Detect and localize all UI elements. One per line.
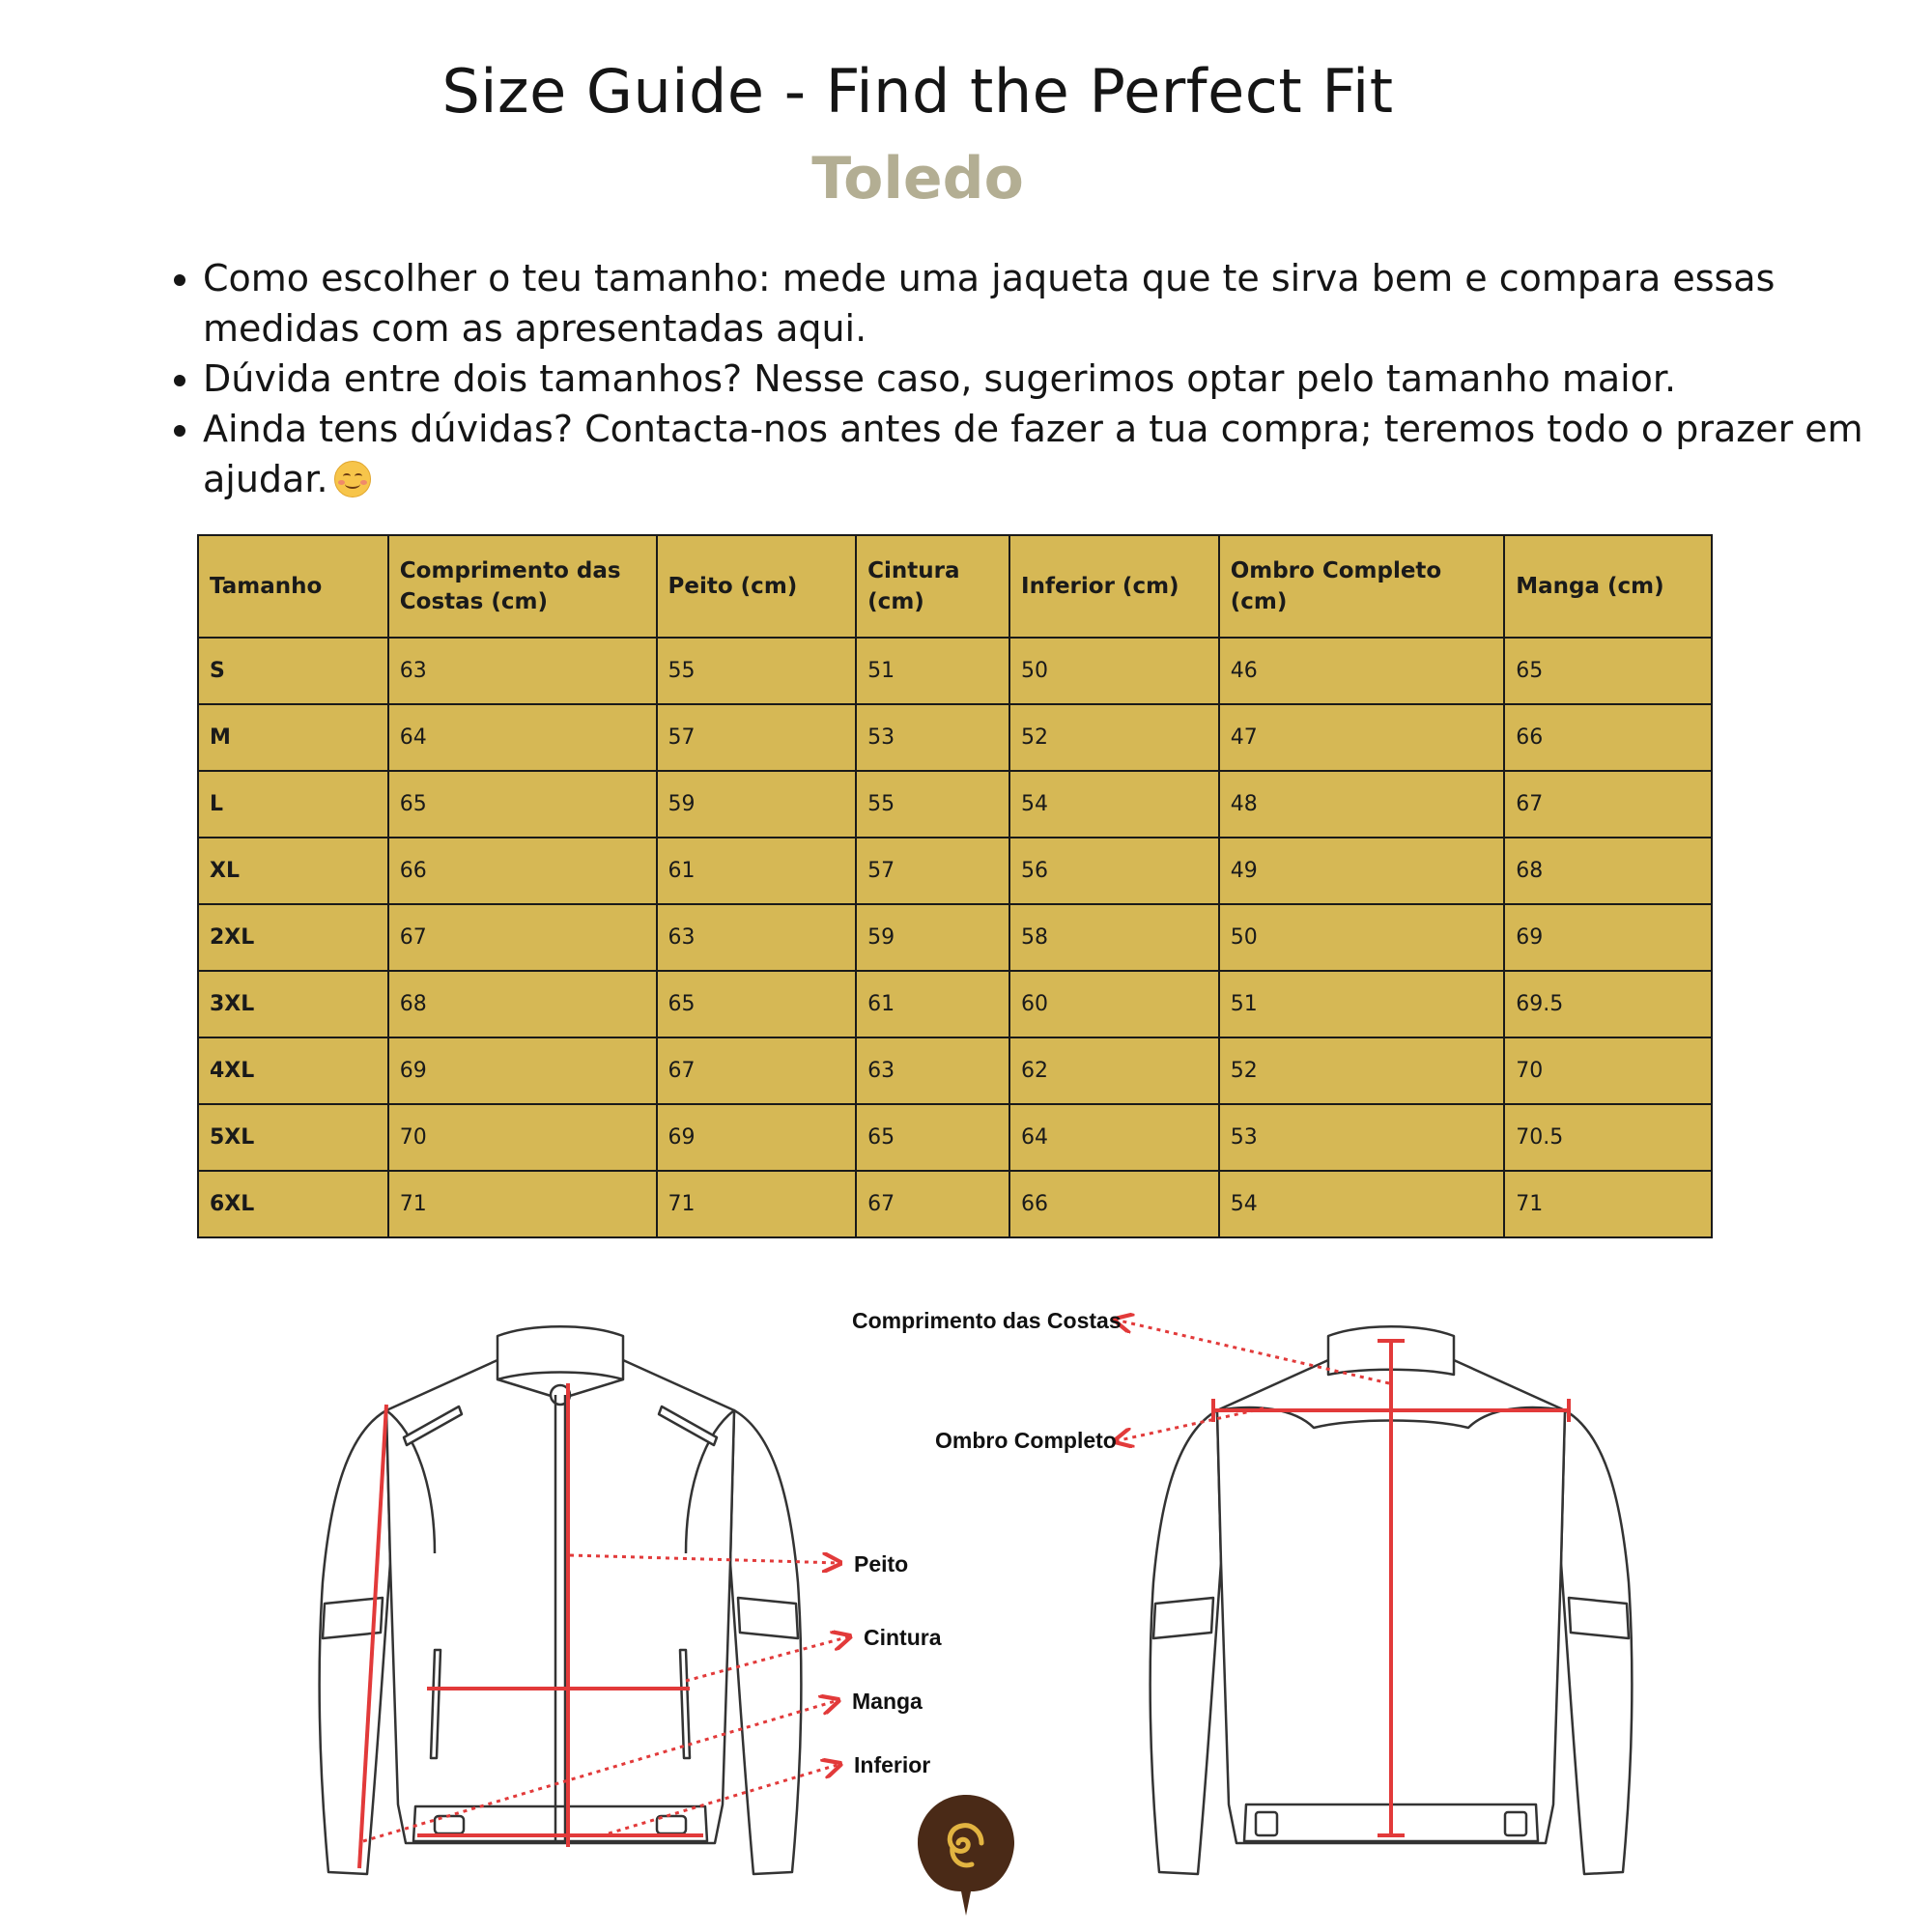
table-cell: 71 [657, 1171, 857, 1237]
table-row [198, 838, 1712, 904]
table-cell: 49 [1219, 838, 1505, 904]
size-cell: L [198, 771, 388, 838]
jacket-front-icon [320, 1326, 802, 1874]
table-row [198, 971, 1712, 1037]
table-cell: 69 [1504, 904, 1712, 971]
list-item [203, 404, 1864, 504]
table-cell: 54 [1219, 1171, 1505, 1237]
table-cell: 57 [856, 838, 1009, 904]
table-cell: 53 [1219, 1104, 1505, 1171]
table-cell: 59 [856, 904, 1009, 971]
ram-horn-logo-icon [918, 1795, 1014, 1916]
table-row [198, 1037, 1712, 1104]
table-cell: 60 [1009, 971, 1219, 1037]
size-cell: 6XL [198, 1171, 388, 1237]
label-sleeve: Manga [852, 1689, 923, 1714]
column-header: Inferior (cm) [1009, 535, 1219, 638]
table-cell: 69 [388, 1037, 657, 1104]
product-name: Toledo [811, 145, 1024, 213]
label-chest: Peito [854, 1551, 909, 1577]
size-table [197, 534, 1713, 1238]
table-row [198, 638, 1712, 704]
label-back-length: Comprimento das Costas [852, 1308, 1122, 1333]
table-cell: 50 [1219, 904, 1505, 971]
table-cell: 51 [1219, 971, 1505, 1037]
measurement-diagram [290, 1264, 1642, 1932]
instructions-list [155, 253, 1864, 504]
table-cell: 65 [657, 971, 857, 1037]
table-cell: 70 [1504, 1037, 1712, 1104]
table-cell: 67 [388, 904, 657, 971]
table-cell: 71 [388, 1171, 657, 1237]
table-cell: 63 [856, 1037, 1009, 1104]
table-cell: 50 [1009, 638, 1219, 704]
table-cell: 65 [1504, 638, 1712, 704]
size-cell: S [198, 638, 388, 704]
table-cell: 67 [1504, 771, 1712, 838]
list-item [203, 253, 1864, 354]
instruction-text: Como escolher o teu tamanho: mede uma jaqueta que te sirva bem e compara essas medidas com as apresentadas aqui. [203, 257, 1776, 350]
table-cell: 57 [657, 704, 857, 771]
table-cell: 47 [1219, 704, 1505, 771]
table-cell: 63 [657, 904, 857, 971]
table-cell: 52 [1009, 704, 1219, 771]
jacket-illustration [290, 1264, 1642, 1932]
table-cell: 69 [657, 1104, 857, 1171]
column-header: Manga (cm) [1504, 535, 1712, 638]
column-header: Cintura (cm) [856, 535, 1009, 638]
column-header: Ombro Completo (cm) [1219, 535, 1505, 638]
table-cell: 67 [657, 1037, 857, 1104]
table-cell: 67 [856, 1171, 1009, 1237]
instruction-text: Dúvida entre dois tamanhos? Nesse caso, sugerimos optar pelo tamanho maior. [203, 357, 1677, 400]
table-row [198, 704, 1712, 771]
size-cell: XL [198, 838, 388, 904]
table-cell: 64 [1009, 1104, 1219, 1171]
smiling-face-icon [334, 461, 371, 497]
table-row [198, 1171, 1712, 1237]
size-cell: 3XL [198, 971, 388, 1037]
table-cell: 46 [1219, 638, 1505, 704]
table-cell: 65 [388, 771, 657, 838]
table-cell: 66 [388, 838, 657, 904]
table-row [198, 771, 1712, 838]
table-cell: 58 [1009, 904, 1219, 971]
table-cell: 71 [1504, 1171, 1712, 1237]
table-cell: 55 [657, 638, 857, 704]
table-cell: 54 [1009, 771, 1219, 838]
label-waist: Cintura [864, 1625, 942, 1650]
table-cell: 62 [1009, 1037, 1219, 1104]
size-cell: 5XL [198, 1104, 388, 1171]
table-cell: 51 [856, 638, 1009, 704]
table-row [198, 1104, 1712, 1171]
table-cell: 70 [388, 1104, 657, 1171]
column-header: Tamanho [198, 535, 388, 638]
table-cell: 63 [388, 638, 657, 704]
table-cell: 68 [388, 971, 657, 1037]
page-title: Size Guide - Find the Perfect Fit [441, 56, 1394, 127]
table-cell: 48 [1219, 771, 1505, 838]
column-header: Peito (cm) [657, 535, 857, 638]
table-header-row [198, 535, 1712, 638]
table-cell: 70.5 [1504, 1104, 1712, 1171]
instruction-text: Ainda tens dúvidas? Contacta-nos antes de fazer a tua compra; teremos todo o prazer em ajudar. [203, 408, 1863, 500]
label-full-shoulder: Ombro Completo [935, 1428, 1117, 1453]
table-row [198, 904, 1712, 971]
size-cell: 4XL [198, 1037, 388, 1104]
list-item [203, 354, 1864, 404]
table-cell: 66 [1009, 1171, 1219, 1237]
table-cell: 55 [856, 771, 1009, 838]
table-cell: 65 [856, 1104, 1009, 1171]
label-bottom: Inferior [854, 1752, 931, 1777]
size-cell: 2XL [198, 904, 388, 971]
table-cell: 52 [1219, 1037, 1505, 1104]
table-cell: 61 [856, 971, 1009, 1037]
table-cell: 66 [1504, 704, 1712, 771]
column-header: Comprimento das Costas (cm) [388, 535, 657, 638]
table-cell: 64 [388, 704, 657, 771]
table-cell: 69.5 [1504, 971, 1712, 1037]
size-cell: M [198, 704, 388, 771]
table-cell: 59 [657, 771, 857, 838]
table-cell: 61 [657, 838, 857, 904]
table-cell: 56 [1009, 838, 1219, 904]
table-cell: 68 [1504, 838, 1712, 904]
table-cell: 53 [856, 704, 1009, 771]
